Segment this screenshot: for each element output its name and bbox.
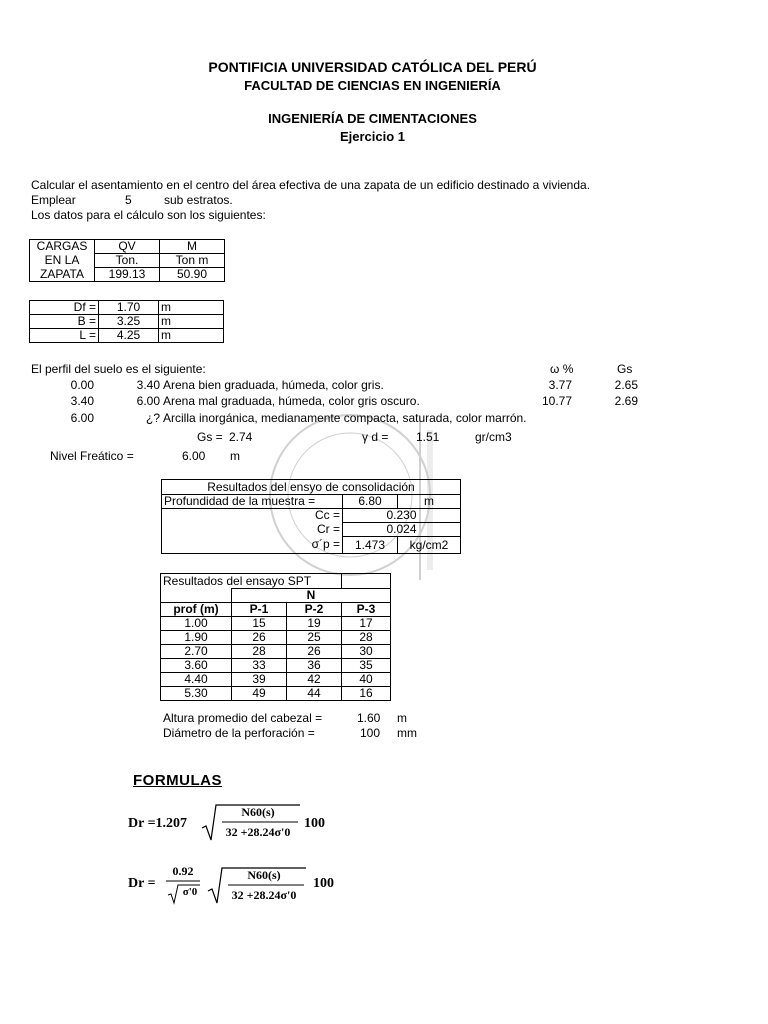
layer-2-gs: 2.69 xyxy=(614,394,638,408)
qv-value: 199.13 xyxy=(95,268,160,282)
formula-2-mult: 100 xyxy=(313,876,334,891)
spt-col-p2: P-2 xyxy=(287,603,342,617)
exercise-title: Ejercicio 1 xyxy=(339,129,406,144)
university-title: PONTIFICIA UNIVERSIDAD CATÓLICA DEL PERÚ xyxy=(208,59,537,75)
spt-cell: 19 xyxy=(287,617,342,631)
formula-2 xyxy=(128,864,368,908)
l-value: 4.25 xyxy=(99,329,159,343)
df-value: 1.70 xyxy=(99,301,159,315)
dims-table xyxy=(29,300,224,343)
table-row xyxy=(161,687,391,701)
spt-cell: 5.30 xyxy=(161,687,232,701)
cc-value: 0.230 xyxy=(343,509,461,523)
spt-title-blank xyxy=(342,574,391,589)
nf-value: 6.00 xyxy=(182,449,206,463)
gs-header: Gs xyxy=(617,362,633,376)
spt-cell: 28 xyxy=(232,645,287,659)
spt-cell: 44 xyxy=(287,687,342,701)
m-unit: Ton m xyxy=(160,254,225,268)
cabezal-unit: m xyxy=(397,711,407,725)
formula-1-num: N60(s) xyxy=(241,805,275,819)
formulas-title: FORMULAS xyxy=(133,772,222,789)
loads-table xyxy=(29,239,225,282)
emplear-label: Emplear xyxy=(31,193,76,207)
spt-cell: 30 xyxy=(342,645,391,659)
spt-cell: 2.70 xyxy=(161,645,232,659)
b-unit: m xyxy=(159,315,224,329)
consolidation-title: Resultados del ensyo de consolidación xyxy=(162,480,461,495)
formula-2-frac-num: 0.92 xyxy=(172,864,194,878)
formula-1-den: 32 +28.24σ'0 xyxy=(225,825,291,839)
depth-value: 6.80 xyxy=(343,495,398,509)
m-value: 50.90 xyxy=(160,268,225,282)
formula-1 xyxy=(128,804,368,844)
b-label: B = xyxy=(30,315,99,329)
l-label: L = xyxy=(30,329,99,343)
spt-title: Resultados del ensayo SPT xyxy=(161,574,342,589)
consolidation-table xyxy=(161,479,461,554)
gamma-unit: gr/cm3 xyxy=(475,430,512,444)
loads-label-3: ZAPATA xyxy=(30,268,95,282)
cr-label: Cr = xyxy=(162,523,343,537)
spt-cell: 39 xyxy=(232,673,287,687)
formula-1-mult: 100 xyxy=(304,816,325,831)
omega-header: ω % xyxy=(550,362,574,376)
spt-cell: 26 xyxy=(232,631,287,645)
spt-cell: 33 xyxy=(232,659,287,673)
table-row xyxy=(161,645,391,659)
depth-unit: m xyxy=(398,495,461,509)
spt-cell: 17 xyxy=(342,617,391,631)
table-row xyxy=(161,673,391,687)
spt-cell: 3.60 xyxy=(161,659,232,673)
nf-unit: m xyxy=(230,449,240,463)
cc-label: Cc = xyxy=(162,509,343,523)
layer-1-gs: 2.65 xyxy=(614,378,638,392)
m-header: M xyxy=(160,240,225,254)
layer-2-omega: 10.77 xyxy=(541,394,572,408)
spt-col-p3: P-3 xyxy=(342,603,391,617)
spt-n-header: N xyxy=(232,589,391,603)
formula-1-lhs: Dr =1.207 xyxy=(128,816,188,831)
profile-title: El perfil del suelo es el siguiente: xyxy=(31,362,206,376)
sp-value: 1.473 xyxy=(343,537,398,554)
gamma-label: γ d = xyxy=(362,430,389,444)
diam-value: 100 xyxy=(360,726,381,740)
spt-table xyxy=(160,573,391,701)
diam-unit: mm xyxy=(397,726,417,740)
formula-2-num: N60(s) xyxy=(247,868,281,882)
diam-label: Diámetro de la perforación = xyxy=(163,726,315,740)
df-label: Df = xyxy=(30,301,99,315)
spt-cell: 49 xyxy=(232,687,287,701)
gs-label: Gs = xyxy=(197,430,223,444)
layer-1-desc: Arena bien graduada, húmeda, color gris. xyxy=(163,378,384,392)
spt-cell: 36 xyxy=(287,659,342,673)
cr-value: 0.024 xyxy=(343,523,461,537)
spt-cell: 28 xyxy=(342,631,391,645)
loads-label-2: EN LA xyxy=(30,254,95,268)
spt-cell: 16 xyxy=(342,687,391,701)
faculty-title: FACULTAD DE CIENCIAS EN INGENIERÍA xyxy=(244,78,501,93)
spt-cell: 26 xyxy=(287,645,342,659)
layer-3-to: ¿? xyxy=(145,411,160,425)
spt-cell: 1.90 xyxy=(161,631,232,645)
loads-label-1: CARGAS xyxy=(30,240,95,254)
qv-header: QV xyxy=(95,240,160,254)
intro-line-1: Calcular el asentamiento en el centro del área efectiva de una zapata de un edificio destinado a vivienda. xyxy=(31,178,591,192)
sp-label: σ´p = xyxy=(162,537,343,554)
spt-cell: 42 xyxy=(287,673,342,687)
qv-unit: Ton. xyxy=(95,254,160,268)
table-row xyxy=(161,617,391,631)
layer-3-desc: Arcilla inorgánica, medianamente compacta, saturada, color marrón. xyxy=(163,411,527,425)
layer-3-from: 6.00 xyxy=(70,411,94,425)
layer-2-desc: Arena mal graduada, húmeda, color gris oscuro. xyxy=(163,394,420,408)
intro-line-3: Los datos para el cálculo son los siguientes: xyxy=(31,208,266,222)
spt-col-p1: P-1 xyxy=(232,603,287,617)
formula-2-lhs: Dr = xyxy=(128,876,156,891)
table-row xyxy=(161,631,391,645)
l-unit: m xyxy=(159,329,224,343)
emplear-unit: sub estratos. xyxy=(164,193,233,207)
table-row xyxy=(161,659,391,673)
b-value: 3.25 xyxy=(99,315,159,329)
sp-unit: kg/cm2 xyxy=(398,537,461,554)
formula-2-frac-den: σ'0 xyxy=(182,886,198,898)
nf-label: Nivel Freático = xyxy=(50,449,134,463)
layer-2-to: 6.00 xyxy=(136,394,160,408)
course-title: INGENIERÍA DE CIMENTACIONES xyxy=(268,111,477,126)
spt-cell: 35 xyxy=(342,659,391,673)
spt-cell: 15 xyxy=(232,617,287,631)
spt-cell: 25 xyxy=(287,631,342,645)
layer-1-from: 0.00 xyxy=(70,378,94,392)
layer-1-omega: 3.77 xyxy=(548,378,572,392)
layer-1-to: 3.40 xyxy=(136,378,160,392)
cabezal-value: 1.60 xyxy=(357,711,381,725)
emplear-value: 5 xyxy=(125,193,132,207)
gamma-value: 1.51 xyxy=(416,430,440,444)
cabezal-label: Altura promedio del cabezal = xyxy=(163,711,323,725)
formula-2-den: 32 +28.24σ'0 xyxy=(231,888,297,902)
df-unit: m xyxy=(159,301,224,315)
spt-col-prof: prof (m) xyxy=(161,603,232,617)
gs-value: 2.74 xyxy=(229,430,253,444)
layer-2-from: 3.40 xyxy=(70,394,94,408)
spt-cell: 1.00 xyxy=(161,617,232,631)
spt-cell: 40 xyxy=(342,673,391,687)
spt-blank xyxy=(161,589,232,603)
spt-cell: 4.40 xyxy=(161,673,232,687)
depth-label: Profundidad de la muestra = xyxy=(162,495,343,509)
